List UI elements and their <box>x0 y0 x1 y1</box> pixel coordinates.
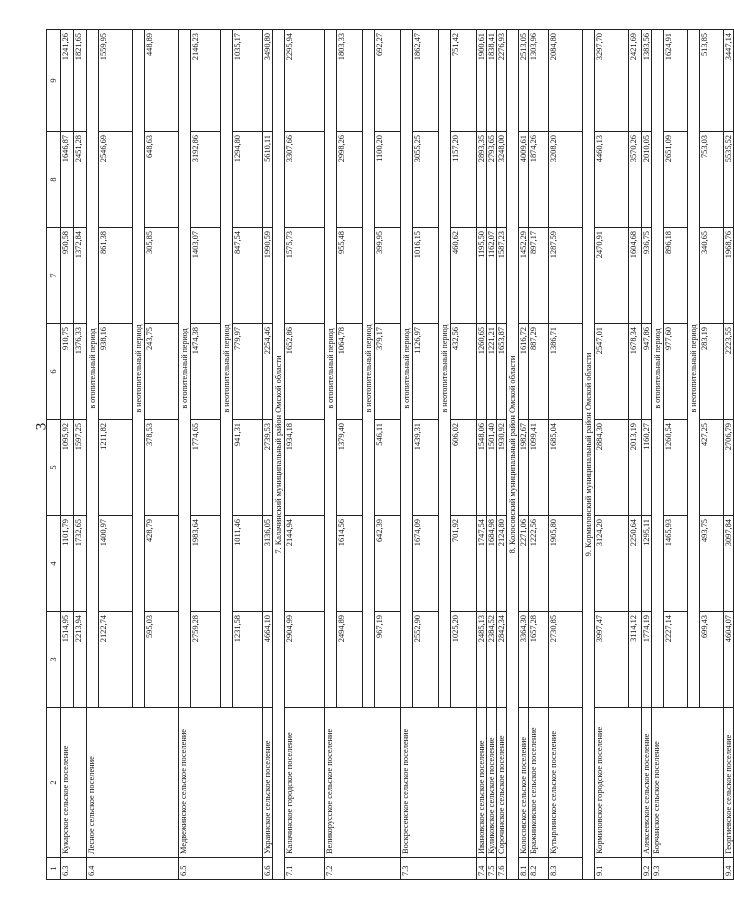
value-cell: 1195,50 <box>477 228 487 324</box>
value-cell: 4604,07 <box>724 612 734 708</box>
row-number: 8.1 <box>519 858 529 880</box>
value-cell: 1905,80 <box>549 516 583 612</box>
value-cell: 1646,87 <box>61 132 74 228</box>
value-cell: 1604,68 <box>629 228 642 324</box>
settlement-name: Калачинское городское поселение <box>285 708 325 858</box>
value-cell: 428,79 <box>145 516 179 612</box>
section-row <box>273 30 285 880</box>
value-cell: 2513,05 <box>519 30 529 132</box>
value-cell: 861,38 <box>99 228 133 324</box>
value-cell: 2759,28 <box>191 612 221 708</box>
value-cell: 1982,67 <box>519 420 529 516</box>
value-cell: 910,75 <box>61 324 74 420</box>
value-cell: 1035,17 <box>233 30 263 132</box>
table-row <box>487 30 497 880</box>
value-cell: 606,02 <box>451 420 477 516</box>
value-cell: 427,25 <box>700 420 724 516</box>
value-cell: 305,85 <box>145 228 179 324</box>
value-cell: 897,17 <box>529 228 549 324</box>
value-cell: 3997,47 <box>595 612 629 708</box>
value-cell: 1211,82 <box>99 420 133 516</box>
value-cell: 1162,07 <box>487 228 497 324</box>
column-header-9: 9 <box>47 30 61 132</box>
settlement-name: Кукарское сельское поселение <box>61 708 87 858</box>
column-header-6: 6 <box>47 324 61 420</box>
value-cell: 1100,20 <box>375 132 401 228</box>
value-cell: 941,31 <box>233 420 263 516</box>
table-row <box>325 30 337 880</box>
value-cell: 1514,95 <box>61 612 74 708</box>
value-cell: 1653,87 <box>497 324 507 420</box>
value-cell: 1376,33 <box>74 324 87 420</box>
value-cell: 1295,11 <box>642 516 652 612</box>
table-row <box>179 30 191 880</box>
value-cell: 1678,34 <box>629 324 642 420</box>
value-cell: 779,97 <box>233 324 263 420</box>
period-label: в неотопительный период <box>221 30 233 708</box>
row-number: 9.3 <box>652 858 724 880</box>
value-cell: 1403,07 <box>191 228 221 324</box>
row-number: 6.5 <box>179 858 263 880</box>
column-header-4: 4 <box>47 516 61 612</box>
value-cell: 1616,72 <box>519 324 529 420</box>
value-cell: 3297,70 <box>595 30 629 132</box>
value-cell: 2254,46 <box>263 324 273 420</box>
value-cell: 2893,35 <box>477 132 487 228</box>
value-cell: 1732,65 <box>74 516 87 612</box>
value-cell: 2250,64 <box>629 516 642 612</box>
page-number: 3 <box>33 422 50 431</box>
value-cell: 1934,18 <box>285 420 325 516</box>
value-cell: 4009,61 <box>519 132 529 228</box>
value-cell: 2451,28 <box>74 132 87 228</box>
value-cell: 2547,01 <box>595 324 629 420</box>
settlement-name: Куликовское сельское поселение <box>487 708 497 858</box>
row-number: 9.4 <box>724 858 734 880</box>
table-row <box>595 30 629 880</box>
value-cell: 1990,59 <box>263 228 273 324</box>
value-cell: 1501,40 <box>487 420 497 516</box>
period-label: в отопительный период <box>179 30 191 708</box>
value-cell: 2146,23 <box>191 30 221 132</box>
section-title: 7. Калачинский муниципальный район Омской области <box>273 30 285 880</box>
column-header-3: 3 <box>47 612 61 708</box>
row-number: 7.6 <box>497 858 507 880</box>
value-cell: 1095,92 <box>61 420 74 516</box>
value-cell: 1287,59 <box>549 228 583 324</box>
settlement-name: Великорусское сельское поселение <box>325 708 401 858</box>
value-cell: 1548,06 <box>477 420 487 516</box>
row-number: 9.2 <box>642 858 652 880</box>
value-cell: 1260,65 <box>477 324 487 420</box>
table-row <box>401 30 413 880</box>
column-header-2: 2 <box>47 708 61 858</box>
period-label: в неотопительный период <box>363 30 375 708</box>
tariff-table <box>46 29 734 880</box>
value-cell: 2842,34 <box>497 612 507 708</box>
value-cell: 692,27 <box>375 30 401 132</box>
value-cell: 3136,05 <box>263 516 273 612</box>
value-cell: 1862,47 <box>413 30 439 132</box>
value-cell: 1386,71 <box>549 324 583 420</box>
value-cell: 2010,05 <box>642 132 652 228</box>
value-cell: 699,43 <box>700 612 724 708</box>
value-cell: 947,86 <box>642 324 652 420</box>
period-label: в отопительный период <box>87 30 99 708</box>
table-row <box>87 30 99 880</box>
value-cell: 2144,94 <box>285 516 325 612</box>
table-row <box>549 30 583 880</box>
value-cell: 1400,97 <box>99 516 133 612</box>
column-header-5: 5 <box>47 420 61 516</box>
value-cell: 753,03 <box>700 132 724 228</box>
settlement-name: Борчанское сельское поселение <box>652 708 724 858</box>
value-cell: 977,60 <box>664 324 688 420</box>
value-cell: 1614,56 <box>337 516 363 612</box>
value-cell: 2494,89 <box>337 612 363 708</box>
value-cell: 1064,78 <box>337 324 363 420</box>
value-cell: 1674,09 <box>413 516 439 612</box>
value-cell: 2213,94 <box>74 612 87 708</box>
value-cell: 2227,14 <box>664 612 688 708</box>
value-cell: 378,53 <box>145 420 179 516</box>
value-cell: 1774,65 <box>191 420 221 516</box>
value-cell: 1652,86 <box>285 324 325 420</box>
settlement-name: Украинское сельское поселение <box>263 708 273 858</box>
table-row <box>61 30 74 880</box>
value-cell: 1011,46 <box>233 516 263 612</box>
value-cell: 1803,33 <box>337 30 363 132</box>
value-cell: 1372,84 <box>74 228 87 324</box>
value-cell: 1452,29 <box>519 228 529 324</box>
value-cell: 1575,73 <box>285 228 325 324</box>
value-cell: 2998,26 <box>337 132 363 228</box>
value-cell: 2884,30 <box>595 420 629 516</box>
value-cell: 642,39 <box>375 516 401 612</box>
row-number: 7.1 <box>285 858 325 880</box>
value-cell: 1900,61 <box>477 30 487 132</box>
value-cell: 1241,26 <box>61 30 74 132</box>
value-cell: 3114,12 <box>629 612 642 708</box>
value-cell: 2546,69 <box>99 132 133 228</box>
settlement-name: Колосовское сельское поселение <box>519 708 529 858</box>
settlement-name: Кутырлинское сельское поселение <box>549 708 583 858</box>
value-cell: 3447,14 <box>724 30 734 132</box>
value-cell: 751,42 <box>451 30 477 132</box>
section-title: 9. Кормиловский муниципальный район Омской области <box>583 30 595 880</box>
value-cell: 701,92 <box>451 516 477 612</box>
value-cell: 955,48 <box>337 228 363 324</box>
value-cell: 2793,65 <box>487 132 497 228</box>
row-number: 8.2 <box>529 858 549 880</box>
value-cell: 1838,41 <box>487 30 497 132</box>
table-row <box>724 30 734 880</box>
value-cell: 1160,27 <box>642 420 652 516</box>
value-cell: 1657,28 <box>529 612 549 708</box>
value-cell: 340,65 <box>700 228 724 324</box>
period-label: в отопительный период <box>325 30 337 708</box>
value-cell: 1747,54 <box>477 516 487 612</box>
value-cell: 967,19 <box>375 612 401 708</box>
value-cell: 3208,20 <box>549 132 583 228</box>
value-cell: 2122,74 <box>99 612 133 708</box>
section-row <box>507 30 519 880</box>
value-cell: 2421,69 <box>629 30 642 132</box>
settlement-name: Воскресенское сельское поселение <box>401 708 477 858</box>
value-cell: 2470,91 <box>595 228 629 324</box>
settlement-name: Георгиевское сельское поселение <box>724 708 734 858</box>
value-cell: 448,89 <box>145 30 179 132</box>
value-cell: 1383,56 <box>642 30 652 132</box>
value-cell: 936,75 <box>642 228 652 324</box>
value-cell: 1930,92 <box>497 420 507 516</box>
value-cell: 3192,86 <box>191 132 221 228</box>
value-cell: 896,18 <box>664 228 688 324</box>
settlement-name: Ивановское сельское поселение <box>477 708 487 858</box>
value-cell: 2084,80 <box>549 30 583 132</box>
table-row <box>642 30 652 880</box>
value-cell: 1983,64 <box>191 516 221 612</box>
settlement-name: Сорочинское сельское поселение <box>497 708 507 858</box>
value-cell: 3570,26 <box>629 132 642 228</box>
value-cell: 1597,25 <box>74 420 87 516</box>
value-cell: 243,75 <box>145 324 179 420</box>
period-label: в неотопительный период <box>688 30 700 708</box>
settlement-name: Лесное сельское поселение <box>87 708 179 858</box>
value-cell: 2295,94 <box>285 30 325 132</box>
value-cell: 3307,66 <box>285 132 325 228</box>
value-cell: 1221,21 <box>487 324 497 420</box>
value-cell: 1559,95 <box>99 30 133 132</box>
value-cell: 887,29 <box>529 324 549 420</box>
value-cell: 2223,55 <box>724 324 734 420</box>
value-cell: 1260,54 <box>664 420 688 516</box>
value-cell: 1099,41 <box>529 420 549 516</box>
value-cell: 5535,52 <box>724 132 734 228</box>
value-cell: 460,62 <box>451 228 477 324</box>
value-cell: 3055,25 <box>413 132 439 228</box>
value-cell: 1624,91 <box>664 30 688 132</box>
value-cell: 493,75 <box>700 516 724 612</box>
value-cell: 513,85 <box>700 30 724 132</box>
value-cell: 2013,19 <box>629 420 642 516</box>
value-cell: 4664,10 <box>263 612 273 708</box>
row-number: 9.1 <box>595 858 642 880</box>
value-cell: 1101,79 <box>61 516 74 612</box>
section-title: 8. Колосовский муниципальный район Омской области <box>507 30 519 880</box>
period-label: в неотопительный период <box>133 30 145 708</box>
period-label: в отопительный период <box>652 30 664 708</box>
value-cell: 2739,53 <box>263 420 273 516</box>
table-row <box>529 30 549 880</box>
period-label: в отопительный период <box>401 30 413 708</box>
value-cell: 1439,31 <box>413 420 439 516</box>
value-cell: 5610,11 <box>263 132 273 228</box>
table-row <box>519 30 529 880</box>
value-cell: 1465,93 <box>664 516 688 612</box>
value-cell: 1157,20 <box>451 132 477 228</box>
value-cell: 1874,26 <box>529 132 549 228</box>
table-row <box>263 30 273 880</box>
value-cell: 1231,58 <box>233 612 263 708</box>
value-cell: 595,03 <box>145 612 179 708</box>
value-cell: 2552,90 <box>413 612 439 708</box>
row-number: 6.3 <box>61 858 87 880</box>
value-cell: 379,17 <box>375 324 401 420</box>
value-cell: 1821,65 <box>74 30 87 132</box>
row-number: 7.2 <box>325 858 401 880</box>
column-header-7: 7 <box>47 228 61 324</box>
value-cell: 3490,80 <box>263 30 273 132</box>
value-cell: 1379,40 <box>337 420 363 516</box>
value-cell: 938,16 <box>99 324 133 420</box>
value-cell: 2271,06 <box>519 516 529 612</box>
value-cell: 2706,79 <box>724 420 734 516</box>
value-cell: 1685,04 <box>549 420 583 516</box>
value-cell: 2651,09 <box>664 132 688 228</box>
value-cell: 1303,96 <box>529 30 549 132</box>
value-cell: 399,95 <box>375 228 401 324</box>
value-cell: 283,19 <box>700 324 724 420</box>
value-cell: 2904,99 <box>285 612 325 708</box>
column-header-8: 8 <box>47 132 61 228</box>
value-cell: 648,63 <box>145 132 179 228</box>
value-cell: 1016,15 <box>413 228 439 324</box>
value-cell: 1968,76 <box>724 228 734 324</box>
row-number: 7.3 <box>401 858 477 880</box>
value-cell: 3364,30 <box>519 612 529 708</box>
row-number: 6.4 <box>87 858 179 880</box>
row-number: 7.5 <box>487 858 497 880</box>
table-row <box>285 30 325 880</box>
value-cell: 1684,98 <box>487 516 497 612</box>
settlement-name: Бражниковское сельское поселение <box>529 708 549 858</box>
value-cell: 3248,00 <box>497 132 507 228</box>
value-cell: 1587,23 <box>497 228 507 324</box>
value-cell: 3097,84 <box>724 516 734 612</box>
column-header-1: 1 <box>47 858 61 880</box>
table-row <box>477 30 487 880</box>
value-cell: 1474,38 <box>191 324 221 420</box>
value-cell: 1294,80 <box>233 132 263 228</box>
value-cell: 546,11 <box>375 420 401 516</box>
value-cell: 3124,20 <box>595 516 629 612</box>
row-number: 6.6 <box>263 858 273 880</box>
value-cell: 1774,19 <box>642 612 652 708</box>
table-row <box>497 30 507 880</box>
value-cell: 2276,93 <box>497 30 507 132</box>
value-cell: 847,54 <box>233 228 263 324</box>
value-cell: 1222,56 <box>529 516 549 612</box>
header-row <box>47 30 61 880</box>
settlement-name: Алексеевское сельское поселение <box>642 708 652 858</box>
settlement-name: Медвежинское сельское поселение <box>179 708 263 858</box>
row-number: 7.4 <box>477 858 487 880</box>
table-row <box>652 30 664 880</box>
value-cell: 1025,20 <box>451 612 477 708</box>
section-row <box>583 30 595 880</box>
value-cell: 1126,97 <box>413 324 439 420</box>
value-cell: 2730,85 <box>549 612 583 708</box>
value-cell: 2124,80 <box>497 516 507 612</box>
value-cell: 432,56 <box>451 324 477 420</box>
row-number: 8.3 <box>549 858 583 880</box>
value-cell: 2384,52 <box>487 612 497 708</box>
value-cell: 950,58 <box>61 228 74 324</box>
value-cell: 4460,13 <box>595 132 629 228</box>
value-cell: 2485,13 <box>477 612 487 708</box>
settlement-name: Кормиловское городское поселение <box>595 708 642 858</box>
rotated-table-wrapper <box>46 30 733 880</box>
period-label: в неотопительный период <box>439 30 451 708</box>
